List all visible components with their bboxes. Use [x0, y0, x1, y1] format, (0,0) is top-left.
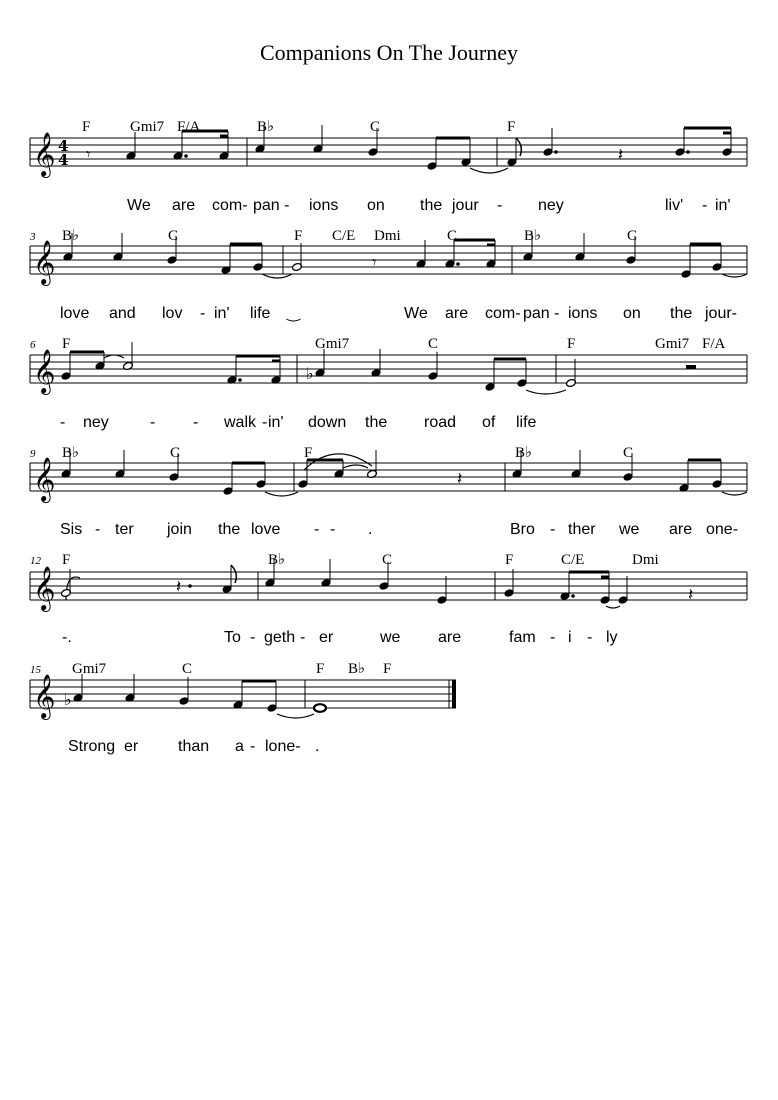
system-3	[30, 336, 747, 431]
notes	[63, 233, 747, 278]
eighth-rest-icon: 𝄾	[86, 145, 91, 165]
system-6	[30, 661, 456, 755]
lyric-syllable: Strong	[68, 738, 116, 755]
staff	[30, 355, 747, 383]
lyric-syllable: -	[300, 629, 306, 646]
chord-symbol: C	[447, 228, 458, 244]
note	[437, 596, 447, 605]
time-signature-bottom: 4	[58, 151, 69, 169]
lyric-syllable: road	[424, 414, 457, 431]
lyric-syllable: jour-	[705, 305, 738, 322]
measure-number: 15	[30, 664, 41, 676]
quarter-rest-icon: 𝄽	[688, 585, 694, 605]
chord-symbol: F	[505, 552, 514, 568]
lyric-syllable: and	[109, 305, 136, 322]
note	[428, 372, 438, 381]
quarter-rest-icon: 𝄽	[176, 577, 182, 597]
note	[517, 379, 527, 388]
lyric-syllable: love	[60, 305, 90, 322]
lyric-syllable: we	[380, 629, 401, 646]
lyric-syllable: We	[404, 305, 428, 322]
chord-symbol: C	[182, 661, 193, 677]
chord-symbol: F	[304, 445, 313, 461]
lyric-syllable: the	[365, 414, 388, 431]
lyric-syllable: -.	[62, 629, 72, 646]
lyric-syllable: life	[516, 414, 537, 431]
staff	[30, 246, 747, 274]
lyric-syllable: -	[497, 197, 503, 214]
chord-symbol: F	[316, 661, 325, 677]
lyric-syllable: -	[314, 521, 320, 538]
system-5	[30, 552, 747, 646]
lyric-syllable: com-	[212, 197, 248, 214]
lyric-syllable: liv'	[665, 197, 684, 214]
half-rest-icon	[686, 365, 696, 369]
chord-symbol: F/A	[177, 119, 201, 135]
note	[368, 148, 378, 157]
lyric-syllable: on	[367, 197, 385, 214]
note	[712, 480, 722, 489]
page-title: Companions On The Journey	[259, 40, 519, 65]
system-2	[29, 228, 747, 322]
chord-symbol: Dmi	[374, 228, 401, 244]
whole-note	[314, 704, 326, 712]
chord-symbol: F	[62, 552, 71, 568]
lyric-syllable: we	[619, 521, 640, 538]
flat-icon: ♭	[64, 690, 72, 709]
lyric-syllable: -	[702, 197, 708, 214]
chord-symbol: B♭	[62, 228, 80, 244]
lyric-syllable: lov	[162, 305, 183, 322]
notes	[64, 674, 326, 718]
lyric-syllable: of	[482, 414, 496, 431]
lyric-syllable: ney	[83, 414, 109, 431]
notes	[61, 450, 747, 496]
quarter-rest-icon: 𝄽	[618, 145, 624, 165]
lyric-syllable: .	[368, 521, 373, 538]
lyric-syllable: the	[420, 197, 443, 214]
chord-symbol: Dmi	[632, 552, 659, 568]
note	[253, 263, 263, 272]
note	[256, 480, 266, 489]
lyric-syllable: .	[315, 738, 320, 755]
lyric-syllable: are	[438, 629, 462, 646]
notes	[61, 342, 696, 394]
system-4	[30, 445, 747, 538]
note	[543, 148, 553, 157]
note	[223, 487, 233, 496]
chord-symbol: Gmi7	[72, 661, 107, 677]
lyric-syllable: geth	[264, 629, 296, 646]
lyric-syllable: To	[224, 629, 241, 646]
note	[167, 256, 177, 265]
note	[623, 473, 633, 482]
lyric-syllable: com-	[485, 305, 521, 322]
lyric-syllable: i	[568, 629, 572, 646]
chord-symbol: C/E	[332, 228, 356, 244]
lyric-syllable: jour	[452, 197, 479, 214]
chord-symbol: F	[62, 336, 71, 352]
lyric-syllable: -	[150, 414, 156, 431]
measure-number: 9	[30, 448, 36, 460]
note	[675, 148, 685, 157]
system-1	[30, 119, 747, 214]
lyric-syllable: ther	[568, 521, 596, 538]
note	[61, 372, 71, 381]
note	[504, 589, 514, 598]
lyric-syllable: ions	[568, 305, 598, 322]
chord-symbol: Gmi7	[130, 119, 165, 135]
lyric-syllable: lone-	[265, 738, 301, 755]
chord-symbol: B♭	[524, 228, 542, 244]
chord-symbol: C	[428, 336, 439, 352]
lyric-syllable: -	[95, 521, 101, 538]
lyric-syllable: ter	[115, 521, 134, 538]
lyric-syllable: We	[127, 197, 151, 214]
lyric-syllable: are	[669, 521, 693, 538]
lyric-syllable: -	[587, 629, 593, 646]
note	[626, 256, 636, 265]
lyric-syllable: walk	[224, 414, 257, 431]
chord-symbol: C/E	[561, 552, 585, 568]
chord-symbol: B♭	[348, 661, 366, 677]
lyric-syllable: in'	[715, 197, 731, 214]
chord-symbol: C	[623, 445, 634, 461]
lyric-syllable: join	[167, 521, 192, 538]
lyric-syllable: -	[262, 414, 268, 431]
lyric-syllable: -	[60, 414, 66, 431]
chord-symbol: C	[168, 228, 179, 244]
treble-clef-icon: 𝄞	[33, 674, 56, 718]
treble-clef-icon: 𝄞	[33, 566, 56, 610]
chord-symbol: B♭	[515, 445, 533, 461]
chord-symbol: C	[170, 445, 181, 461]
lyric-syllable: in'	[268, 414, 284, 431]
note	[169, 473, 179, 482]
lyric-syllable: -	[200, 305, 206, 322]
chord-symbol: B♭	[257, 119, 275, 135]
chord-symbol: Gmi7	[315, 336, 350, 352]
lyric-syllable: fam	[509, 629, 536, 646]
chord-symbol: F	[567, 336, 576, 352]
note	[485, 383, 495, 392]
lyric-syllable: on	[623, 305, 641, 322]
treble-clef-icon: 𝄞	[33, 457, 56, 501]
lyric-syllable: er	[124, 738, 139, 755]
chord-symbol: F	[82, 119, 91, 135]
staff	[30, 138, 747, 166]
treble-clef-icon: 𝄞	[33, 240, 56, 284]
chord-symbol: B♭	[62, 445, 80, 461]
note	[618, 596, 628, 605]
flat-icon: ♭	[306, 364, 314, 383]
lyric-syllable: -	[193, 414, 199, 431]
lyric-syllable: than	[178, 738, 210, 755]
note	[600, 596, 610, 605]
lyric-syllable: pan -	[523, 305, 560, 322]
chord-symbol: C	[382, 552, 393, 568]
lyric-syllable: Bro	[510, 521, 535, 538]
lyric-syllable: are	[445, 305, 469, 322]
staff	[30, 680, 456, 708]
lyric-syllable: in'	[214, 305, 230, 322]
measure-number: 3	[30, 231, 36, 243]
note	[722, 148, 732, 157]
measure-number: 6	[30, 339, 36, 351]
note	[379, 582, 389, 591]
chord-symbol: C	[627, 228, 638, 244]
note	[179, 697, 189, 706]
treble-clef-icon: 𝄞	[33, 132, 56, 176]
chord-symbol: F	[383, 661, 392, 677]
lyric-syllable: a	[235, 738, 244, 755]
chord-symbol: Gmi7	[655, 336, 690, 352]
staff	[30, 463, 747, 491]
lyric-syllable: ney	[538, 197, 564, 214]
lyric-syllable: -	[550, 629, 556, 646]
note	[298, 480, 308, 489]
lyric-syllable: are	[172, 197, 196, 214]
note	[427, 162, 437, 171]
lyric-syllable: ions	[309, 197, 339, 214]
lyric-syllable: Sis	[60, 521, 83, 538]
chord-symbol: B♭	[268, 552, 286, 568]
lyric-syllable: ly	[606, 629, 618, 646]
notes	[61, 559, 694, 608]
chord-symbol: F	[507, 119, 516, 135]
lyric-syllable: -	[330, 521, 336, 538]
lyric-syllable: the	[218, 521, 241, 538]
lyric-syllable: ‿	[287, 305, 300, 322]
lyric-syllable: love	[251, 521, 281, 538]
lyric-syllable: one-	[706, 521, 739, 538]
lyric-syllable: er	[319, 629, 334, 646]
measure-number: 12	[30, 555, 41, 567]
lyric-syllable: -	[250, 738, 256, 755]
eighth-rest-icon: 𝄾	[372, 253, 377, 273]
note	[712, 263, 722, 272]
chord-symbol: C	[370, 119, 381, 135]
lyric-syllable: down	[308, 414, 347, 431]
lyric-syllable: -	[250, 629, 256, 646]
lyric-syllable: the	[670, 305, 693, 322]
treble-clef-icon: 𝄞	[33, 349, 56, 393]
chord-symbol: F	[294, 228, 303, 244]
lyric-syllable: pan -	[253, 197, 290, 214]
time-signature-top: 4	[58, 137, 69, 155]
chord-symbol: F/A	[702, 336, 726, 352]
lyric-syllable: -	[550, 521, 556, 538]
note	[267, 704, 277, 713]
final-barline	[452, 680, 456, 708]
note	[681, 270, 691, 279]
quarter-rest-icon: 𝄽	[457, 469, 463, 489]
lyric-syllable: life	[250, 305, 271, 322]
